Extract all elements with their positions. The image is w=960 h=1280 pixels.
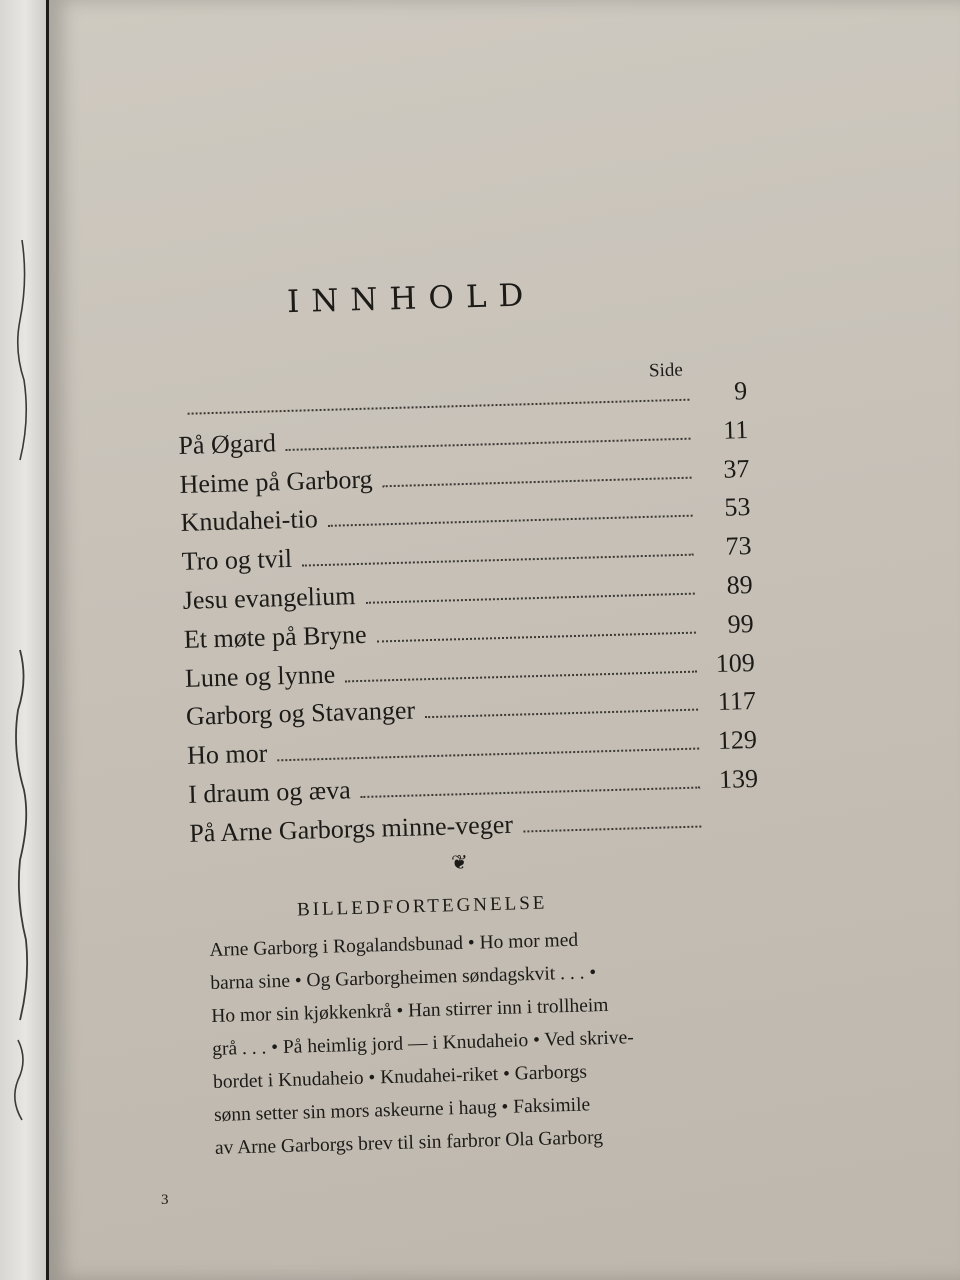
- handwriting-scribble-icon: [8, 0, 38, 1280]
- toc-entry-page: 109: [715, 647, 756, 678]
- toc-entry-label: Heime på Garborg: [179, 464, 373, 499]
- toc-entry-page: 11: [722, 414, 749, 445]
- leader-dots: [523, 825, 701, 832]
- toc-entry-label: Lune og lynne: [184, 659, 336, 693]
- toc-entry-label: Ho mor: [186, 738, 268, 771]
- leader-dots: [425, 709, 698, 719]
- toc-entry-label: Jesu evangelium: [182, 581, 356, 615]
- illustrations-title: BILLEDFORTEGNELSE: [296, 892, 548, 921]
- book-page: [49, 0, 960, 1280]
- toc-entry-page: 37: [722, 453, 750, 484]
- leader-dots: [361, 787, 700, 798]
- illustrations-line: barna sine • Og Garborgheimen søndagskvit . . . •: [210, 962, 597, 994]
- leader-dots: [328, 515, 693, 527]
- fleuron-ornament-icon: ❦: [451, 850, 468, 874]
- toc-entry-page: 73: [725, 531, 752, 561]
- toc-entry-page: 117: [717, 686, 757, 717]
- leader-dots: [345, 670, 697, 682]
- toc-entry-page: 53: [724, 492, 751, 523]
- toc-entry-label: I draum og æva: [187, 775, 352, 809]
- leader-dots: [383, 476, 692, 487]
- toc-entry-label: Knudahei-tio: [180, 504, 319, 538]
- illustrations-line: grå . . . • På heimlig jord — i Knudaheio • Ved skrive-: [211, 1027, 634, 1060]
- contents-title: INNHOLD: [286, 277, 536, 321]
- toc-entry-label: På Arne Garborgs minne-veger: [188, 809, 514, 848]
- toc-entry-label: Garborg og Stavanger: [185, 695, 416, 732]
- illustrations-list: [209, 919, 743, 1165]
- toc-entry-page: 129: [717, 725, 758, 756]
- leader-dots: [366, 593, 695, 604]
- table-of-contents: [177, 376, 760, 857]
- illustrations-line: Arne Garborg i Rogalandsbunad • Ho mor med: [209, 929, 579, 961]
- toc-entry-label: På Øgard: [178, 428, 277, 460]
- toc-entry-label: Tro og tvil: [181, 544, 293, 577]
- toc-entry-page: 99: [727, 608, 755, 639]
- leader-dots: [188, 399, 690, 415]
- illustrations-line: bordet i Knudaheio • Knudahei-riket • Garborgs: [212, 1061, 588, 1093]
- page-column-label: Side: [648, 359, 684, 382]
- toc-entry-page: 89: [726, 569, 754, 600]
- toc-entry-label: Et møte på Bryne: [183, 619, 367, 654]
- toc-entry-page: 139: [718, 763, 759, 794]
- adjacent-page-strip: [0, 0, 49, 1280]
- toc-entry-page: 9: [733, 376, 748, 406]
- toc-entry-page: [707, 826, 759, 827]
- illustrations-line: av Arne Garborgs brev til sin farbror Ola Garborg: [214, 1127, 604, 1159]
- illustrations-line: Ho mor sin kjøkkenkrå • Han stirrer inn i trollheim: [211, 994, 609, 1027]
- leader-dots: [377, 631, 696, 642]
- leader-dots: [286, 437, 690, 450]
- leader-dots: [302, 554, 694, 567]
- illustrations-line: sønn setter sin mors askeurne i haug • Faksimile: [213, 1094, 591, 1126]
- leader-dots: [277, 748, 699, 762]
- page-number: 3: [161, 1192, 169, 1208]
